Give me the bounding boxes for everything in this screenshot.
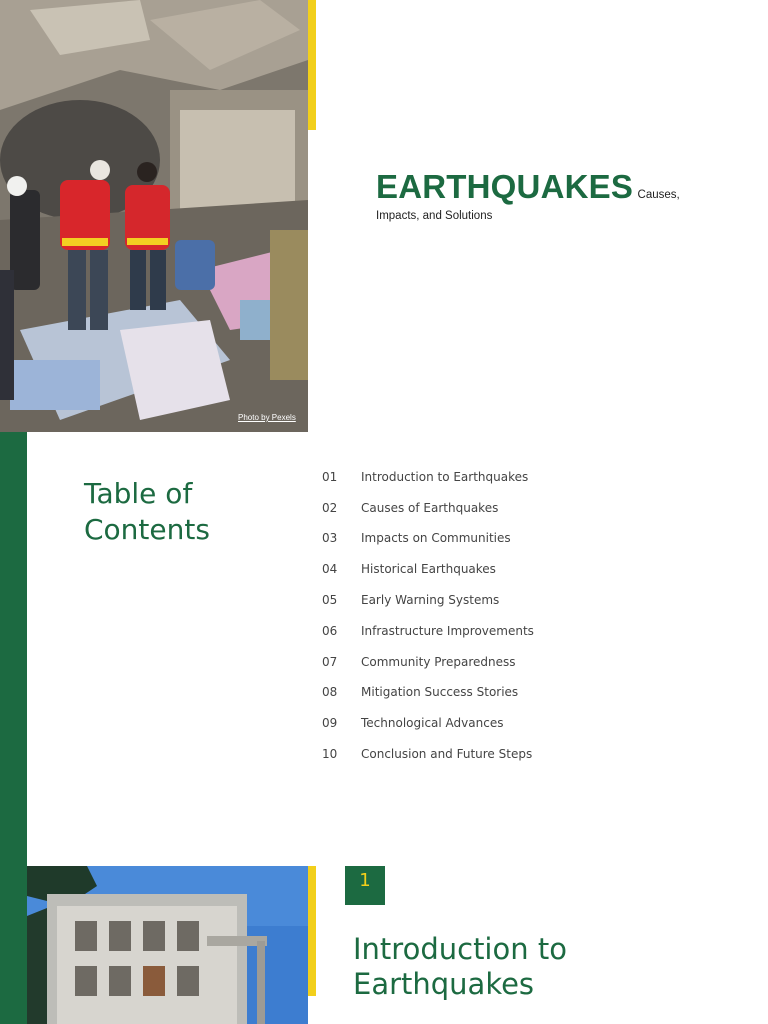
toc-item-label: Impacts on Communities: [361, 531, 511, 545]
cover-title-block: [376, 168, 716, 224]
damaged-building-photo: [27, 866, 308, 1024]
toc-item-number: 09: [322, 716, 338, 730]
toc-item-label: Infrastructure Improvements: [361, 624, 534, 638]
section-title: Introduction to Earthquakes: [353, 932, 567, 1001]
toc-item-number: 02: [322, 501, 338, 515]
toc-item[interactable]: [322, 493, 582, 524]
toc-item-label: Historical Earthquakes: [361, 562, 496, 576]
toc-item-label: Community Preparedness: [361, 655, 516, 669]
side-accent-bar: [0, 432, 27, 1024]
cover-title: EARTHQUAKES: [376, 168, 634, 205]
accent-bar: [308, 866, 316, 996]
earthquake-rescue-photo: [0, 0, 308, 432]
toc-item-label: Causes of Earthquakes: [361, 501, 499, 515]
photo-credit-link[interactable]: Photo by Pexels: [238, 413, 296, 422]
toc-item-label: Introduction to Earthquakes: [361, 470, 529, 484]
section-number-badge: 1: [345, 866, 385, 905]
toc-item[interactable]: [322, 616, 582, 647]
toc-item[interactable]: [322, 647, 582, 678]
toc-item-number: 10: [322, 747, 338, 761]
toc-item[interactable]: [322, 523, 582, 554]
accent-bar: [308, 0, 316, 130]
toc-item-number: 04: [322, 562, 338, 576]
cover-subtitle: Causes, Impacts, and Solutions: [376, 189, 680, 222]
toc-item[interactable]: [322, 554, 582, 585]
toc-item-label: Technological Advances: [361, 716, 504, 730]
toc-item-number: 03: [322, 531, 338, 545]
toc-item-label: Conclusion and Future Steps: [361, 747, 533, 761]
toc-heading: Table of Contents: [84, 477, 210, 546]
toc-item[interactable]: [322, 585, 582, 616]
toc-item-label: Mitigation Success Stories: [361, 685, 519, 699]
toc-item-label: Early Warning Systems: [361, 593, 500, 607]
toc-item[interactable]: [322, 739, 582, 770]
toc-item[interactable]: [322, 462, 582, 493]
toc-item-number: 01: [322, 470, 338, 484]
toc-item-number: 07: [322, 655, 338, 669]
toc-item-number: 05: [322, 593, 338, 607]
toc-item[interactable]: [322, 677, 582, 708]
toc-item-number: 08: [322, 685, 338, 699]
toc-item-number: 06: [322, 624, 338, 638]
toc-item[interactable]: [322, 708, 582, 739]
